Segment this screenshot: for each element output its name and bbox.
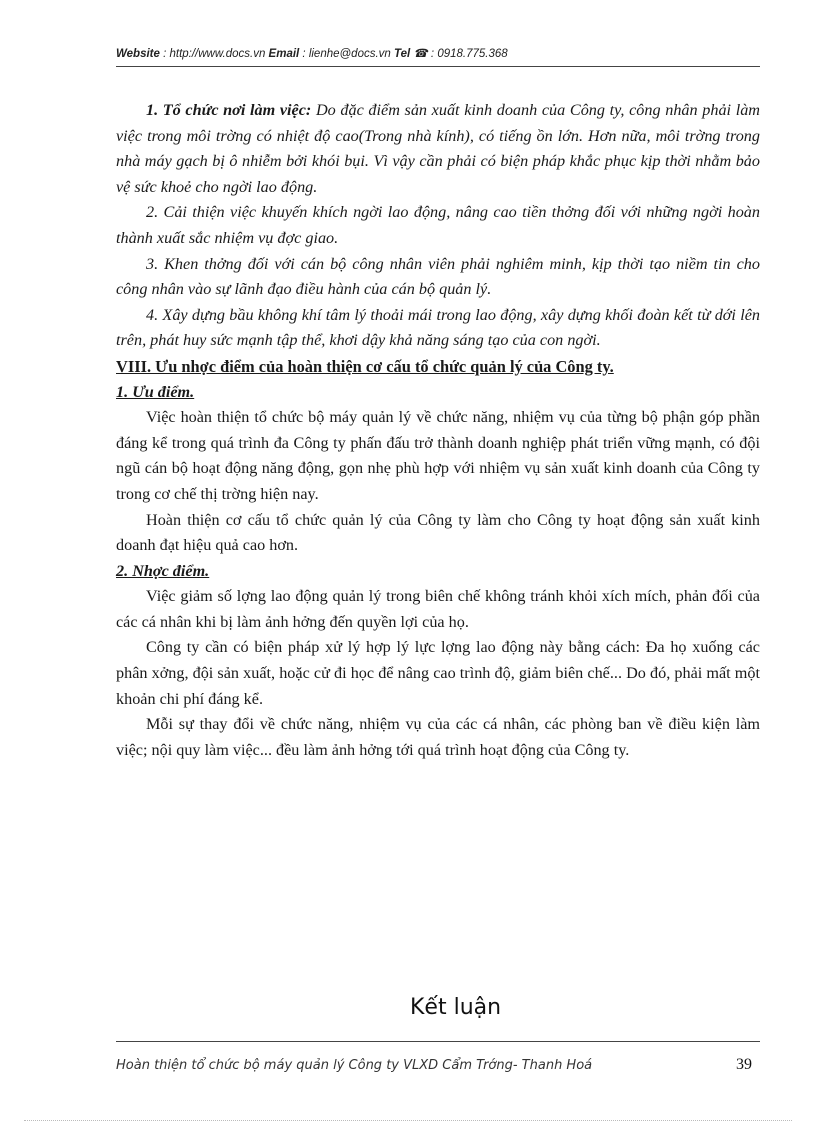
website-value: : http://www.docs.vn <box>159 48 269 60</box>
website-label: Website <box>116 48 160 60</box>
page-bottom-border <box>24 1120 792 1121</box>
paragraph-advantage-1: Việc hoàn thiện tổ chức bộ máy quản lý về chức năng, nhiệm vụ của từng bộ phận góp phần đáng kể trong quá trình đa Công ty phấn đấu trở thành doanh nghiệp phát triển vững mạnh, có đội ngũ cán bộ hoạt động năng động, gọn nhẹ phù hợp với nhiệm vụ sản xuất kinh doanh của Công ty trong cơ chế thị trờng hiện nay. <box>116 408 760 503</box>
paragraph-workplace: 1. Tổ chức nơi làm việc: Do đặc điểm sản xuất kinh doanh của Công ty, công nhân phải làm việc trong môi trờng có nhiệt độ cao(Trong nhà kính), có tiếng ồn lớn. Hơn nữa, môi trờng trong nhà máy gạch bị ô nhiễm bởi khói bụi. Vì vậy cần phải có biện pháp khắc phục kịp thời nhằm bảo vệ sức khoẻ cho ngời lao động. <box>116 101 760 196</box>
tel-value: ☎ : 0918.775.368 <box>410 48 508 60</box>
page-header <box>116 46 760 60</box>
paragraph-disadvantage-2: Công ty cần có biện pháp xử lý hợp lý lực lợng lao động này bằng cách: Đa họ xuống các phân xởng, đội sản xuất, hoặc cử đi học để nâng cao trình độ, giảm biên chế... Do đó, phải mất một khoản chi phí đáng kể. <box>116 638 760 708</box>
paragraph-lead: 1. Tổ chức nơi làm việc: <box>146 101 312 119</box>
paragraph-reward: 3. Khen thởng đối với cán bộ công nhân viên phải nghiêm minh, kịp thời tạo niềm tin cho công nhân vào sự lãnh đạo điều hành của cán bộ quản lý. <box>116 254 760 299</box>
paragraph-disadvantage-1: Việc giảm số lợng lao động quản lý trong biên chế không tránh khỏi xích mích, phản đối của các cá nhân khi bị làm ảnh hởng đến quyền lợi của họ. <box>116 587 760 631</box>
paragraph-atmosphere: 4. Xây dựng bầu không khí tâm lý thoải mái trong lao động, xây dựng khối đoàn kết từ dới lên trên, phát huy sức mạnh tập thể, khơi dậy khả năng sáng tạo của con ngời. <box>116 305 760 350</box>
email-value: : lienhe@docs.vn <box>299 48 395 60</box>
email-label: Email <box>268 48 300 60</box>
page-number: 39 <box>736 1056 752 1073</box>
conclusion-title: Kết luận <box>410 995 502 1020</box>
paragraph-advantage-2: Hoàn thiện cơ cấu tổ chức quản lý của Công ty làm cho Công ty hoạt động sản xuất kinh doanh đạt hiệu quả cao hơn. <box>116 510 760 555</box>
subheading-disadvantages: 2. Nhợc điểm. <box>116 561 210 580</box>
section-heading: VIII. Ưu nhợc điểm của hoàn thiện cơ cấu tổ chức quản lý của Công ty. <box>116 356 614 376</box>
document-body <box>116 98 760 763</box>
tel-label: Tel <box>394 48 411 60</box>
subheading-advantages: 1. Ưu điểm. <box>116 382 195 401</box>
header-divider <box>116 66 760 67</box>
paragraph-disadvantage-3: Mỗi sự thay đổi về chức năng, nhiệm vụ của các cá nhân, các phòng ban về điều kiện làm việc; nội quy làm việc... đều làm ảnh hởng tới quá trình hoạt động của Công ty. <box>116 715 760 759</box>
paragraph-incentive: 2. Cải thiện việc khuyến khích ngời lao động, nâng cao tiền thởng đối với những ngời hoàn thành xuất sắc nhiệm vụ đợc giao. <box>116 203 760 247</box>
page-footer: Hoàn thiện tổ chức bộ máy quản lý Công ty VLXD Cẩm Trớng- Thanh Hoá <box>116 1058 593 1073</box>
footer-divider <box>116 1041 760 1042</box>
